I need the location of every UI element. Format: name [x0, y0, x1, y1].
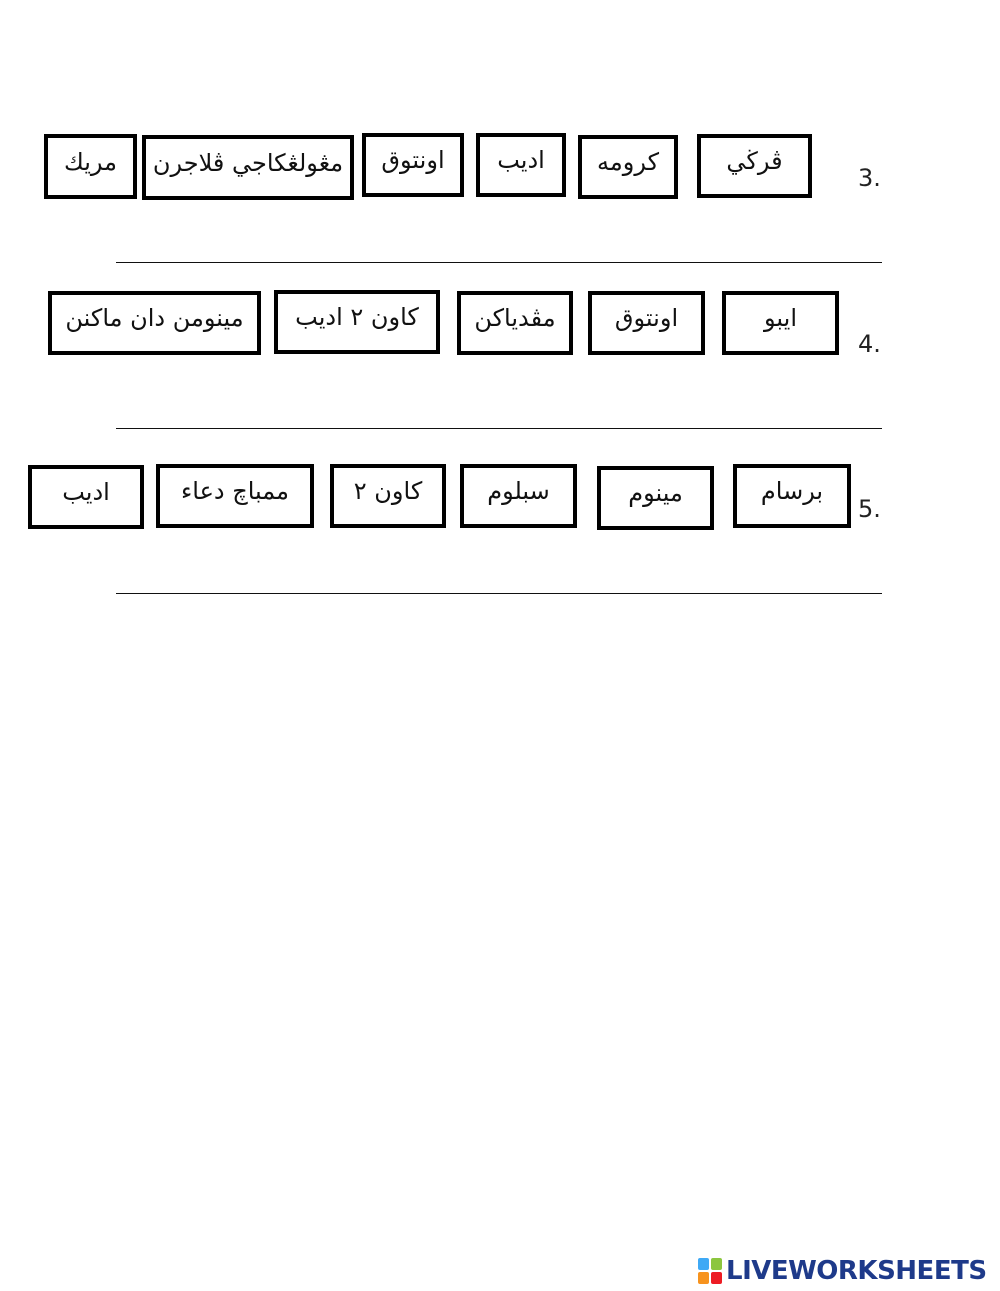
word-tile[interactable]: اديب: [28, 465, 144, 529]
word-tile[interactable]: كاون ٢: [330, 464, 446, 528]
liveworksheets-logo: [698, 1256, 987, 1286]
word-tile[interactable]: ايبو: [722, 291, 839, 355]
question-5-number: 5.: [858, 495, 881, 523]
logo-text: LIVEWORKSHEETS: [726, 1256, 987, 1286]
word-tile[interactable]: ممباچ دعاء: [156, 464, 314, 528]
logo-square: [698, 1272, 709, 1284]
question-4-number: 4.: [858, 330, 881, 358]
word-tile[interactable]: مڠولڠكاجي ڤلاجرن: [142, 135, 354, 200]
word-tile[interactable]: اونتوق: [588, 291, 705, 355]
word-tile[interactable]: مريك: [44, 134, 137, 199]
question-3-number: 3.: [858, 164, 881, 192]
word-tile[interactable]: كرومه: [578, 135, 678, 199]
word-tile[interactable]: اديب: [476, 133, 566, 197]
word-tile[interactable]: برسام: [733, 464, 851, 528]
word-tile[interactable]: كاون ٢ اديب: [274, 290, 440, 354]
word-tile[interactable]: اونتوق: [362, 133, 464, 197]
answer-line-3: [116, 262, 882, 263]
logo-square: [711, 1258, 722, 1270]
logo-square: [711, 1272, 722, 1284]
word-tile[interactable]: ڤرڬي: [697, 134, 812, 198]
word-tile[interactable]: سبلوم: [460, 464, 577, 528]
answer-line-5: [116, 593, 882, 594]
word-tile[interactable]: مينومن دان ماكنن: [48, 291, 261, 355]
logo-square: [698, 1258, 709, 1270]
word-tile[interactable]: مڤدياكن: [457, 291, 573, 355]
word-tile[interactable]: مينوم: [597, 466, 714, 530]
logo-squares-icon: [698, 1258, 722, 1284]
answer-line-4: [116, 428, 882, 429]
